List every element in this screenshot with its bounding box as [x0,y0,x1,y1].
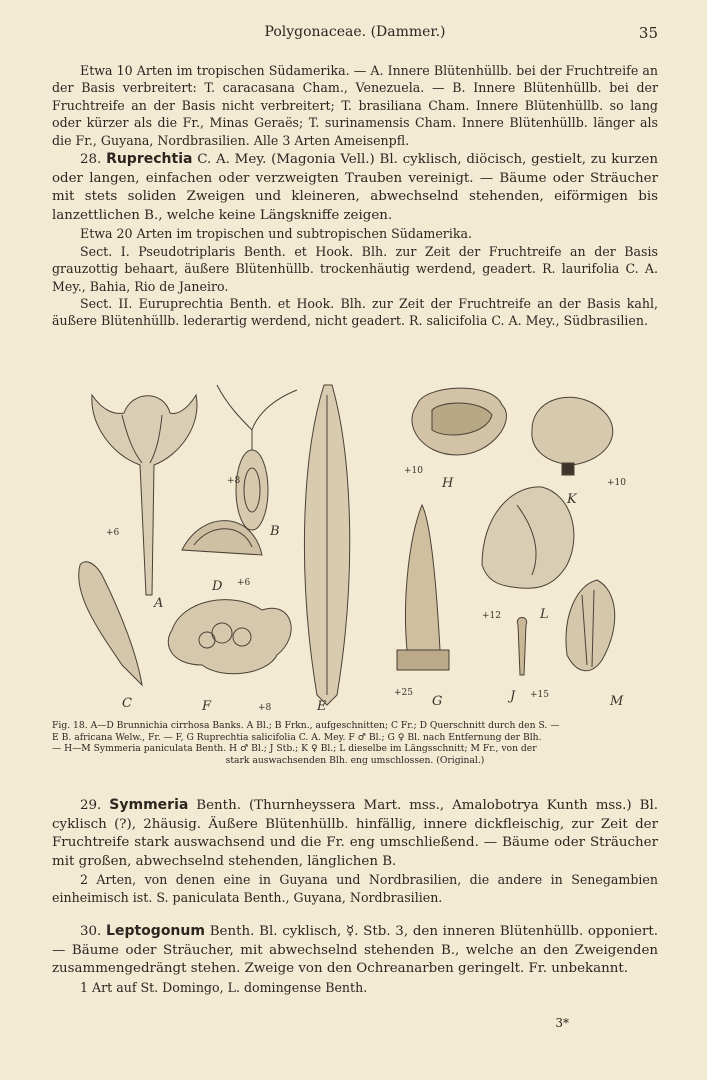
label-L: L [540,607,549,622]
label-F: F [202,699,212,714]
caption-line: — H—M Symmeria paniculata Benth. H ♂ Bl.; J Stb.; K ♀ Bl.; L dieselbe im Längsschnitt; M Fr., von der [52,743,537,755]
mag-k: +10 [607,478,626,488]
genus-name: Leptogonum [106,923,205,939]
genus-description: Bl. cyklisch (?), 2häusig. Äußere Blütenhüllb. hinfällig, innere dickfleischig, zur Zeit der Fruchtreife stark auswachsend und die Fr. eng umschließend. — Bäume oder Sträucher mit großen, abwechselnd stehenden, länglichen B. [52,798,658,869]
genus-29-section [52,796,658,906]
intro-text: Etwa 10 Arten im tropischen Südamerika. — A. Innere Blütenhüllb. bei der Fruchtreife an der Basis verbreitert: T. caracasana Cham., Venezuela. — B. Innere Blütenhüllb. bei der Fruchtreife an der Basis nicht verbreitert; T. brasiliana Cham. Innere Blütenhüllb. so lang oder kürzer als die Fr., Minas Geraës; T. surinamensis Cham. Innere Blütenhüllb. länger als die Fr., Guyana, Nordbrasilien. Alle 3 Arten Ameisenpfl. [52,63,658,148]
signature-mark: 3* [555,1016,569,1030]
label-C: C [122,696,132,711]
label-B: B [270,524,280,539]
label-J: J [510,689,516,704]
mag-f: +8 [258,703,272,713]
mag-g: +25 [394,688,413,698]
genus-name: Ruprechtia [106,151,193,167]
figure-illustrations [62,375,652,715]
intro-paragraph [52,62,658,149]
genus-distribution: Etwa 20 Arten im tropischen und subtropischen Südamerika. [80,226,472,242]
mag-j: +15 [530,690,549,700]
genus-name: Symmeria [109,797,189,813]
genus-28-heading [52,150,658,225]
genus-description: Bl. cyklisch, diöcisch, gestielt, zu kurzen oder langen, einfachen oder verzweigten Trauben vereinigt. — Bäume oder Sträucher mit stets soliden Zweigen und kleineren, abwechselnd stehenden, eiförmigen bis lanzettlichen B., welche keine Längskniffe zeigen. [52,152,658,223]
page-header [52,24,658,46]
caption-line: stark auswachsenden Blh. eng umschlossen. (Original.) [225,754,485,766]
mag-l: +12 [482,611,501,621]
mag-a: +6 [106,528,120,538]
genus-30-section [52,922,658,996]
genus-28-section [52,150,658,330]
label-M: M [610,694,624,709]
genus-number: 29. [80,798,102,813]
caption-line: Fig. 18. A—D Brunnichia cirrhosa Banks. A Bl.; B Frkn., aufgeschnitten; C Fr.; D Querschnitt durch den S. — [52,720,560,731]
figure-caption [52,720,658,766]
genus-synonym: (Thurnheyssera Mart. mss., Amalobotrya Kunth mss.) [248,798,632,813]
mag-d: +6 [237,578,251,588]
label-D: D [212,579,223,594]
label-A: A [154,596,164,611]
genus-number: 30. [80,924,102,939]
section-2: Sect. II. Euruprechtia Benth. et Hook. Blh. zur Zeit der Fruchtreife an der Basis kahl, äußere Blütenhüllb. lederartig werdend, nicht geadert. R. salicifolia C. A. Mey., Südbrasilien. [52,296,658,329]
section-1: Sect. I. Pseudotriplaris Benth. et Hook. Blh. zur Zeit der Fruchtreife an der Basis grauzottig behaart, äußere Blütenhüllb. trockenhäutig werdend, geadert. R. laurifolia C. A. Mey., Bahia, Rio de Janeiro. [52,243,658,294]
genus-synonym: (Magonia Vell.) [271,152,375,167]
mag-b: +8 [227,476,241,486]
genus-description: Bl. cyklisch, ☿. Stb. 3, den inneren Blütenhüllb. opponiert. — Bäume oder Sträucher, mit abwechselnd stehenden B., welche an den Zweigenden zusammengedrängt stehen. Zweige von den Ochreanarben geringelt. Fr. unbekannt. [52,924,659,977]
label-K: K [567,492,577,507]
genus-30-heading [52,922,658,979]
genus-distribution: 1 Art auf St. Domingo, L. domingense Benth. [80,979,368,995]
mag-h: +10 [404,466,423,476]
genus-29-heading [52,796,658,871]
genus-number: 28. [80,152,102,167]
label-E: E [317,699,327,714]
label-H: H [442,476,454,491]
genus-author: Benth. [209,924,255,939]
caption-line: E B. africana Welw., Fr. — F, G Ruprechtia salicifolia C. A. Mey. F ♂ Bl.; G ♀ Bl. nach Entfernung der Blh. [52,731,542,743]
genus-author: Benth. [196,798,241,813]
genus-distribution: 2 Arten, von denen eine in Guyana und Nordbrasilien, die andere in Senegambien einheimisch ist. S. paniculata Benth., Guyana, Nordbrasilien. [52,872,658,905]
page-number: 35 [638,24,658,42]
genus-author: C. A. Mey. [197,152,267,167]
botanical-figure [62,375,652,715]
running-title: Polygonaceae. (Dammer.) [264,24,446,40]
label-G: G [432,694,443,709]
